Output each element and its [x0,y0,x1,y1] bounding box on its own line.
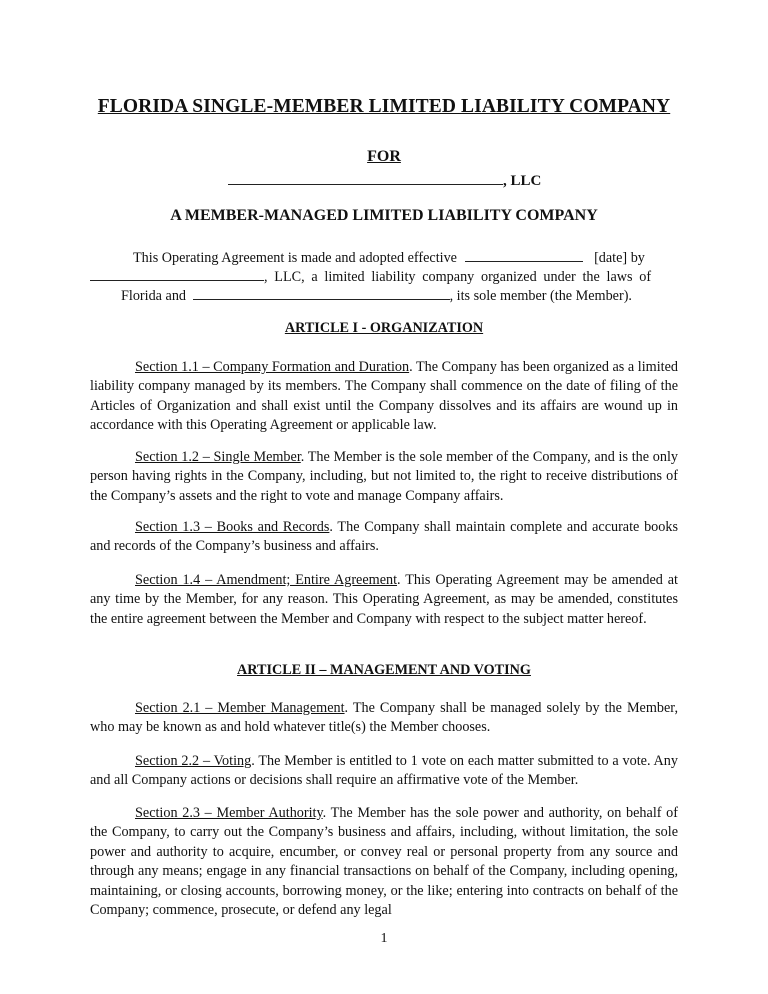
intro-line-1 [133,248,645,267]
section-title: Section 2.3 – Member Authority [135,805,323,821]
section-1-1 [90,358,678,436]
section-2-2 [90,752,678,791]
section-text: . The Company shall maintain complete and accurate books and records of the Company’s business and affairs. [90,519,678,555]
intro-text: [date] by [594,250,645,266]
section-title: Section 1.1 – Company Formation and Duration [135,359,410,375]
section-title: Section 1.2 – Single Member [135,449,301,465]
document-title: FLORIDA SINGLE-MEMBER LIMITED LIABILITY COMPANY [97,96,671,117]
intro-text: This Operating Agreement is made and adopted effective [133,250,457,266]
intro-text: Florida and [121,288,187,304]
company-name-line [228,170,541,190]
company-name-blank[interactable] [228,170,503,185]
section-text: . The Member has the sole power and authority, on behalf of the Company, to carry out the Company’s business and affairs, including, without limitation, the sole power and authority to acquire, encumber, or convey real or personal property from any source and through any means; engage in any financial transactions on behalf of the Company, including opening, maintaining, or closing accounts, borrowing money, or the like; entering into contracts on behalf of the Company; commence, prosecute, or defend any legal [90,805,678,919]
section-text: . This Operating Agreement may be amended at any time by the Member, for any reason. This Operating Agreement, as may be amended, constitutes the entire agreement between the Member and Company with respect to the subject matter hereof. [90,572,678,627]
effective-date-blank[interactable] [465,248,583,262]
section-1-4 [90,571,678,629]
page-number: 1 [380,931,388,946]
document-subtitle: A MEMBER-MANAGED LIMITED LIABILITY COMPANY [170,207,598,224]
section-text: . The Member is entitled to 1 vote on each matter submitted to a vote. Any and all Company actions or decisions shall require an affirmative vote of the Member. [90,753,678,789]
intro-text: , LLC, a limited liability company organized under the laws of [264,269,652,285]
section-2-3 [90,804,678,920]
section-text: . The Company shall be managed solely by the Member, who may be known as and hold whatever title(s) the Member chooses. [90,700,678,736]
section-title: Section 2.2 – Voting [135,753,252,769]
llc-suffix: , LLC [503,173,542,189]
member-name-blank[interactable] [193,286,450,300]
article-2-heading: ARTICLE II – MANAGEMENT AND VOTING [237,662,531,678]
section-text: . The Company has been organized as a limited liability company managed by its members. The Company shall commence on the date of filing of the Articles of Organization and shall exist until the Company dissolves and its affairs are wound up in accordance with this Operating Agreement or applicable law. [90,359,678,434]
section-1-3 [90,518,678,557]
intro-line-3 [121,286,632,305]
section-title: Section 2.1 – Member Management [135,700,345,716]
for-label: FOR [367,148,401,165]
section-1-2 [90,448,678,506]
section-title: Section 1.3 – Books and Records [135,519,330,535]
intro-text: , its sole member (the Member). [449,288,632,304]
intro-line-2 [90,267,651,286]
section-title: Section 1.4 – Amendment; Entire Agreement [135,572,398,588]
article-1-heading: ARTICLE I - ORGANIZATION [284,320,484,336]
company-name-blank-2[interactable] [90,267,264,281]
section-text: . The Member is the sole member of the Company, and is the only person having rights in the Company, including, but not limited to, the right to receive distributions of the Company’s assets and the right to vote and manage Company affairs. [90,449,678,504]
section-2-1 [90,699,678,738]
